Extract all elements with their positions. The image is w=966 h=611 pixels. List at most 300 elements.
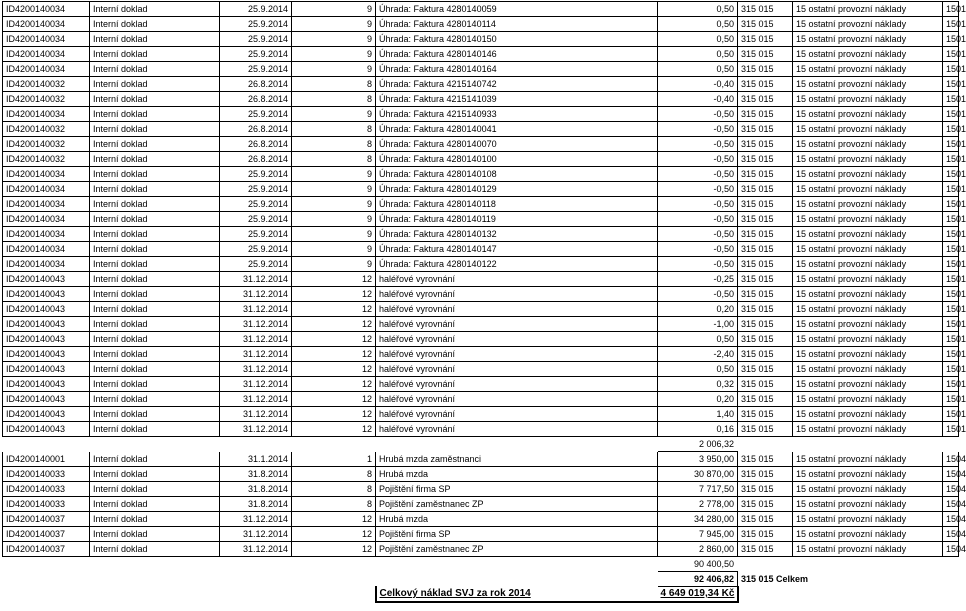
cell-doc-id: ID4200140043 (3, 272, 90, 287)
cell-code: 1501 (943, 137, 959, 152)
table-row (3, 17, 959, 32)
cell-doc-type: Interní doklad (90, 302, 220, 317)
cell-cost-category: 15 ostatní provozní náklady (793, 47, 943, 62)
cell-amount: 0,50 (658, 62, 738, 77)
cell-month: 1 (292, 452, 376, 467)
cell-doc-id: ID4200140043 (3, 332, 90, 347)
cell-account: 315 015 (738, 77, 793, 92)
cell-code: 1501 (943, 347, 959, 362)
table-row (3, 512, 959, 527)
cell-date: 25.9.2014 (220, 197, 292, 212)
cell-code: 1501 (943, 32, 959, 47)
cell-account: 315 015 (738, 347, 793, 362)
cell-description: Úhrada: Faktura 4215141039 (376, 92, 658, 107)
cell-date: 31.12.2014 (220, 272, 292, 287)
cell-date: 31.12.2014 (220, 332, 292, 347)
cell-amount: 0,20 (658, 302, 738, 317)
cell-cost-category: 15 ostatní provozní náklady (793, 497, 943, 512)
table-row (3, 332, 959, 347)
cell-month: 9 (292, 257, 376, 272)
cell-doc-type: Interní doklad (90, 377, 220, 392)
table-row (3, 212, 959, 227)
table-row (3, 302, 959, 317)
cell-doc-type (90, 437, 220, 452)
cell-doc-type: Interní doklad (90, 287, 220, 302)
cell-month: 9 (292, 167, 376, 182)
cell-date: 25.9.2014 (220, 62, 292, 77)
cell-amount: -0,50 (658, 212, 738, 227)
cell-account: 315 015 (738, 62, 793, 77)
cell-date: 31.1.2014 (220, 452, 292, 467)
cell-cost-category: 15 ostatní provozní náklady (793, 227, 943, 242)
cell-code: 1501 (943, 152, 959, 167)
cell-doc-type: Interní doklad (90, 332, 220, 347)
cell-doc-type: Interní doklad (90, 347, 220, 362)
cell-account: 315 015 (738, 317, 793, 332)
cell-doc-id: ID4200140034 (3, 32, 90, 47)
cell-account: 315 015 (738, 2, 793, 17)
cell-amount: 0,50 (658, 47, 738, 62)
table-row (3, 32, 959, 47)
cell-month: 9 (292, 212, 376, 227)
cell-cost-category: 15 ostatní provozní náklady (793, 362, 943, 377)
cell-account: 315 015 (738, 272, 793, 287)
cell-amount: -0,50 (658, 137, 738, 152)
cell-date: 31.12.2014 (220, 527, 292, 542)
cell-amount: 7 945,00 (658, 527, 738, 542)
cell-cost-category: 15 ostatní provozní náklady (793, 482, 943, 497)
cell-code: 1501 (943, 167, 959, 182)
cell-amount: -0,50 (658, 122, 738, 137)
table-row (3, 107, 959, 122)
cell-doc-type: Interní doklad (90, 122, 220, 137)
cell-month: 12 (292, 512, 376, 527)
cell-doc-type: Interní doklad (90, 497, 220, 512)
cell-cost-category: 15 ostatní provozní náklady (793, 62, 943, 77)
cell-code: 1501 (943, 107, 959, 122)
cell-month: 8 (292, 122, 376, 137)
cell-doc-id: ID4200140034 (3, 2, 90, 17)
cell-account: 315 015 (738, 242, 793, 257)
cell-code: 1504 (943, 497, 959, 512)
cost-table (2, 1, 966, 603)
cell-date: 31.12.2014 (220, 392, 292, 407)
cell-date: 25.9.2014 (220, 167, 292, 182)
cell-amount: 2 006,32 (658, 437, 738, 452)
cell-cost-category: 15 ostatní provozní náklady (793, 197, 943, 212)
cell-doc-type: Interní doklad (90, 242, 220, 257)
cell-month: 12 (292, 392, 376, 407)
cell-code: 1501 (943, 317, 959, 332)
cell-account: 315 015 (738, 512, 793, 527)
cell-description: Úhrada: Faktura 4280140119 (376, 212, 658, 227)
cell-doc-id: ID4200140034 (3, 212, 90, 227)
cell-doc-id: ID4200140037 (3, 512, 90, 527)
cell-date (220, 557, 292, 572)
cell-description: haléřové vyrovnání (376, 272, 658, 287)
cell-account: 315 015 (738, 257, 793, 272)
cell-account: 315 015 (738, 122, 793, 137)
cell-account (738, 557, 793, 572)
table-row (3, 347, 959, 362)
cell-doc-id: ID4200140037 (3, 527, 90, 542)
cell-description: Úhrada: Faktura 4215140933 (376, 107, 658, 122)
cell-date: 25.9.2014 (220, 2, 292, 17)
cell-doc-id: ID4200140043 (3, 347, 90, 362)
cell-month: 8 (292, 467, 376, 482)
cell-amount: 34 280,00 (658, 512, 738, 527)
cell-month: 9 (292, 242, 376, 257)
cell-description: Hrubá mzda (376, 512, 658, 527)
cell-account: 315 015 (738, 422, 793, 437)
cell-doc-type: Interní doklad (90, 452, 220, 467)
cell-cost-category: 15 ostatní provozní náklady (793, 347, 943, 362)
cell-code: 1501 (943, 92, 959, 107)
cell-description: Pojištění firma SP (376, 527, 658, 542)
cell-doc-type: Interní doklad (90, 212, 220, 227)
cell-month: 8 (292, 482, 376, 497)
table-row (3, 377, 959, 392)
cell-account: 315 015 (738, 527, 793, 542)
cell-cost-category: 15 ostatní provozní náklady (793, 2, 943, 17)
cell-date: 31.12.2014 (220, 347, 292, 362)
cell-doc-id: ID4200140043 (3, 392, 90, 407)
table-row (3, 122, 959, 137)
cell-date: 25.9.2014 (220, 227, 292, 242)
cell-month: 9 (292, 32, 376, 47)
cell-account: 315 015 (738, 392, 793, 407)
cell-doc-id: ID4200140032 (3, 152, 90, 167)
cell-account: 315 015 (738, 482, 793, 497)
cell-description: Úhrada: Faktura 4280140132 (376, 227, 658, 242)
cell-description: Pojištění zaměstnanec ZP (376, 497, 658, 512)
cell-account: 315 015 (738, 467, 793, 482)
cell-cost-category: 15 ostatní provozní náklady (793, 317, 943, 332)
cell-amount: 30 870,00 (658, 467, 738, 482)
cell-doc-id: ID4200140034 (3, 242, 90, 257)
cell-doc-type: Interní doklad (90, 17, 220, 32)
cell-doc-type: Interní doklad (90, 542, 220, 557)
cell-date: 26.8.2014 (220, 77, 292, 92)
cell-amount: -1,00 (658, 317, 738, 332)
cell-month: 9 (292, 107, 376, 122)
cell-month: 12 (292, 332, 376, 347)
cell-doc-type: Interní doklad (90, 62, 220, 77)
cell-account: 315 015 (738, 107, 793, 122)
cell-code: 1504 (943, 542, 959, 557)
cell-code (943, 557, 959, 572)
cell-date: 25.9.2014 (220, 17, 292, 32)
table-row (3, 257, 959, 272)
cell-description: haléřové vyrovnání (376, 287, 658, 302)
cell-doc-id: ID4200140043 (3, 287, 90, 302)
cell-cost-category: 15 ostatní provozní náklady (793, 302, 943, 317)
cell-month: 8 (292, 137, 376, 152)
cell-month: 9 (292, 227, 376, 242)
table-row (3, 2, 959, 17)
cell-cost-category: 15 ostatní provozní náklady (793, 287, 943, 302)
cell-date: 31.12.2014 (220, 302, 292, 317)
cell-amount: -0,50 (658, 257, 738, 272)
cell-month: 12 (292, 347, 376, 362)
cell-month: 8 (292, 152, 376, 167)
cell-doc-id: ID4200140032 (3, 137, 90, 152)
cell-description (376, 437, 658, 452)
cell-doc-id: ID4200140032 (3, 122, 90, 137)
cell-doc-id: ID4200140032 (3, 77, 90, 92)
cell-account: 315 015 (738, 32, 793, 47)
table-row (3, 482, 959, 497)
cell-amount: 0,16 (658, 422, 738, 437)
cell-date: 26.8.2014 (220, 152, 292, 167)
cell-cost-category: 15 ostatní provozní náklady (793, 512, 943, 527)
table-row (3, 242, 959, 257)
table-row (3, 392, 959, 407)
cell-doc-type: Interní doklad (90, 137, 220, 152)
cell-description: Úhrada: Faktura 4280140041 (376, 122, 658, 137)
cell-amount: 0,20 (658, 392, 738, 407)
cell-doc-id: ID4200140034 (3, 257, 90, 272)
cell-code: 1501 (943, 302, 959, 317)
cell-month: 12 (292, 272, 376, 287)
cell-month: 12 (292, 542, 376, 557)
cell-account: 315 015 (738, 17, 793, 32)
cell-month: 8 (292, 77, 376, 92)
table-row (3, 542, 959, 557)
cell-doc-type: Interní doklad (90, 467, 220, 482)
cell-doc-type: Interní doklad (90, 527, 220, 542)
cell-doc-id: ID4200140034 (3, 107, 90, 122)
cell-month: 9 (292, 197, 376, 212)
cell-account: 315 015 (738, 152, 793, 167)
cell-doc-id: ID4200140032 (3, 92, 90, 107)
cell-description: haléřové vyrovnání (376, 377, 658, 392)
cell-amount: -0,50 (658, 167, 738, 182)
cell-doc-id: ID4200140034 (3, 62, 90, 77)
cell-description: Pojištění firma SP (376, 482, 658, 497)
table-row (3, 47, 959, 62)
cell-amount: 1,40 (658, 407, 738, 422)
cell-amount: -0,50 (658, 242, 738, 257)
cell-amount: 0,32 (658, 377, 738, 392)
cell-description: Úhrada: Faktura 4280140147 (376, 242, 658, 257)
cell-account: 315 015 (738, 47, 793, 62)
cell-date: 25.9.2014 (220, 257, 292, 272)
cell-description: Úhrada: Faktura 4280140122 (376, 257, 658, 272)
cell-description: Hrubá mzda (376, 467, 658, 482)
cell-account: 315 015 (738, 182, 793, 197)
cell-code: 1501 (943, 257, 959, 272)
table-row (3, 497, 959, 512)
table-row (3, 407, 959, 422)
cell-code: 1501 (943, 122, 959, 137)
cell-account: 315 015 (738, 332, 793, 347)
cell-amount: -0,50 (658, 152, 738, 167)
cell-account: 315 015 (738, 137, 793, 152)
cell-date: 25.9.2014 (220, 212, 292, 227)
cell-description: Pojištění zaměstnanec ZP (376, 542, 658, 557)
cell-description: Úhrada: Faktura 4280140146 (376, 47, 658, 62)
cell-code: 1501 (943, 62, 959, 77)
cell-doc-type: Interní doklad (90, 152, 220, 167)
cell-code: 1501 (943, 242, 959, 257)
cell-date: 26.8.2014 (220, 92, 292, 107)
cell-description: haléřové vyrovnání (376, 392, 658, 407)
grand-total-label: Celkový náklad SVJ za rok 2014 (376, 587, 658, 603)
cell-description: Úhrada: Faktura 4280140100 (376, 152, 658, 167)
cell-amount: 0,50 (658, 2, 738, 17)
cell-month (292, 437, 376, 452)
cell-doc-type: Interní doklad (90, 422, 220, 437)
cell-cost-category: 15 ostatní provozní náklady (793, 542, 943, 557)
cell-amount: -0,50 (658, 197, 738, 212)
cell-month: 12 (292, 362, 376, 377)
cell-account: 315 015 (738, 377, 793, 392)
table-row (3, 422, 959, 437)
cell-amount: -0,25 (658, 272, 738, 287)
cell-doc-id: ID4200140043 (3, 407, 90, 422)
cell-doc-type: Interní doklad (90, 362, 220, 377)
cell-date: 31.8.2014 (220, 467, 292, 482)
cell-date: 31.12.2014 (220, 317, 292, 332)
cell-description: Úhrada: Faktura 4215140742 (376, 77, 658, 92)
cell-doc-id: ID4200140033 (3, 497, 90, 512)
cell-cost-category (793, 557, 943, 572)
cell-doc-type: Interní doklad (90, 482, 220, 497)
cell-date: 31.8.2014 (220, 482, 292, 497)
table-row (3, 167, 959, 182)
cell-code: 1501 (943, 2, 959, 17)
cell-date: 31.8.2014 (220, 497, 292, 512)
table-row (3, 62, 959, 77)
cell-doc-id: ID4200140037 (3, 542, 90, 557)
table-row (3, 197, 959, 212)
cell-doc-type: Interní doklad (90, 167, 220, 182)
cell-cost-category (793, 437, 943, 452)
cell-account: 315 015 (738, 302, 793, 317)
cell-doc-type: Interní doklad (90, 257, 220, 272)
cell-cost-category: 15 ostatní provozní náklady (793, 392, 943, 407)
cell-account: 315 015 (738, 407, 793, 422)
cell-doc-id: ID4200140043 (3, 422, 90, 437)
cell-month: 12 (292, 527, 376, 542)
cell-amount: 0,50 (658, 332, 738, 347)
cell-code: 1501 (943, 287, 959, 302)
cell-doc-type: Interní doklad (90, 272, 220, 287)
cell-month: 8 (292, 497, 376, 512)
cell-description: Úhrada: Faktura 4280140070 (376, 137, 658, 152)
cell-doc-type: Interní doklad (90, 197, 220, 212)
cell-cost-category: 15 ostatní provozní náklady (793, 137, 943, 152)
cell-amount: -0,40 (658, 77, 738, 92)
cell-amount: 0,50 (658, 17, 738, 32)
cell-description: Úhrada: Faktura 4280140129 (376, 182, 658, 197)
cell-code: 1501 (943, 197, 959, 212)
table-row (3, 92, 959, 107)
cell-month: 12 (292, 407, 376, 422)
subtotal-row (3, 572, 959, 587)
cell-cost-category: 15 ostatní provozní náklady (793, 407, 943, 422)
table-row (3, 452, 959, 467)
cell-doc-type: Interní doklad (90, 182, 220, 197)
cell-doc-id: ID4200140001 (3, 452, 90, 467)
cell-code: 1504 (943, 452, 959, 467)
cell-doc-id: ID4200140034 (3, 167, 90, 182)
cell-amount: -2,40 (658, 347, 738, 362)
cell-cost-category: 15 ostatní provozní náklady (793, 122, 943, 137)
cell-amount: -0,50 (658, 287, 738, 302)
cell-month: 12 (292, 377, 376, 392)
cell-cost-category: 15 ostatní provozní náklady (793, 272, 943, 287)
cell-amount: -0,40 (658, 92, 738, 107)
grand-total-amount: 4 649 019,34 Kč (658, 587, 738, 603)
cell-description: haléřové vyrovnání (376, 422, 658, 437)
cell-doc-type: Interní doklad (90, 512, 220, 527)
cell-cost-category: 15 ostatní provozní náklady (793, 332, 943, 347)
cell-account: 315 015 (738, 362, 793, 377)
cell-amount: 0,50 (658, 362, 738, 377)
cell-doc-type (90, 557, 220, 572)
cell-account: 315 015 (738, 227, 793, 242)
cell-description: haléřové vyrovnání (376, 347, 658, 362)
cell-code: 1501 (943, 362, 959, 377)
cell-doc-type: Interní doklad (90, 77, 220, 92)
cell-doc-type: Interní doklad (90, 32, 220, 47)
cell-month: 12 (292, 302, 376, 317)
cell-cost-category: 15 ostatní provozní náklady (793, 527, 943, 542)
cell-cost-category: 15 ostatní provozní náklady (793, 167, 943, 182)
cell-doc-id: ID4200140033 (3, 467, 90, 482)
cell-cost-category: 15 ostatní provozní náklady (793, 92, 943, 107)
cell-doc-id (3, 437, 90, 452)
cell-code: 1504 (943, 482, 959, 497)
cell-account: 315 015 (738, 92, 793, 107)
cell-code: 1501 (943, 17, 959, 32)
cell-amount: 7 717,50 (658, 482, 738, 497)
cell-date: 31.12.2014 (220, 542, 292, 557)
cell-cost-category: 15 ostatní provozní náklady (793, 107, 943, 122)
table-row (3, 137, 959, 152)
cell-month: 9 (292, 182, 376, 197)
cell-doc-id: ID4200140043 (3, 362, 90, 377)
cell-account: 315 015 (738, 197, 793, 212)
cell-account: 315 015 (738, 452, 793, 467)
cell-month: 12 (292, 317, 376, 332)
cell-code: 1501 (943, 227, 959, 242)
cell-code: 1501 (943, 377, 959, 392)
table-row (3, 467, 959, 482)
cell-doc-type: Interní doklad (90, 227, 220, 242)
cell-cost-category: 15 ostatní provozní náklady (793, 377, 943, 392)
cell-doc-id: ID4200140043 (3, 377, 90, 392)
cell-account: 315 015 (738, 542, 793, 557)
cell-amount: -0,50 (658, 107, 738, 122)
cell-code: 1501 (943, 77, 959, 92)
cell-code: 1504 (943, 467, 959, 482)
cell-description (376, 557, 658, 572)
cell-description: haléřové vyrovnání (376, 332, 658, 347)
cell-code (943, 437, 959, 452)
cell-date (220, 437, 292, 452)
cell-account: 315 015 (738, 287, 793, 302)
cell-code: 1501 (943, 332, 959, 347)
cell-date: 31.12.2014 (220, 422, 292, 437)
cell-description: Úhrada: Faktura 4280140114 (376, 17, 658, 32)
cell-doc-id: ID4200140034 (3, 47, 90, 62)
cell-code: 1501 (943, 212, 959, 227)
cell-description: Úhrada: Faktura 4280140150 (376, 32, 658, 47)
cell-doc-id: ID4200140043 (3, 302, 90, 317)
